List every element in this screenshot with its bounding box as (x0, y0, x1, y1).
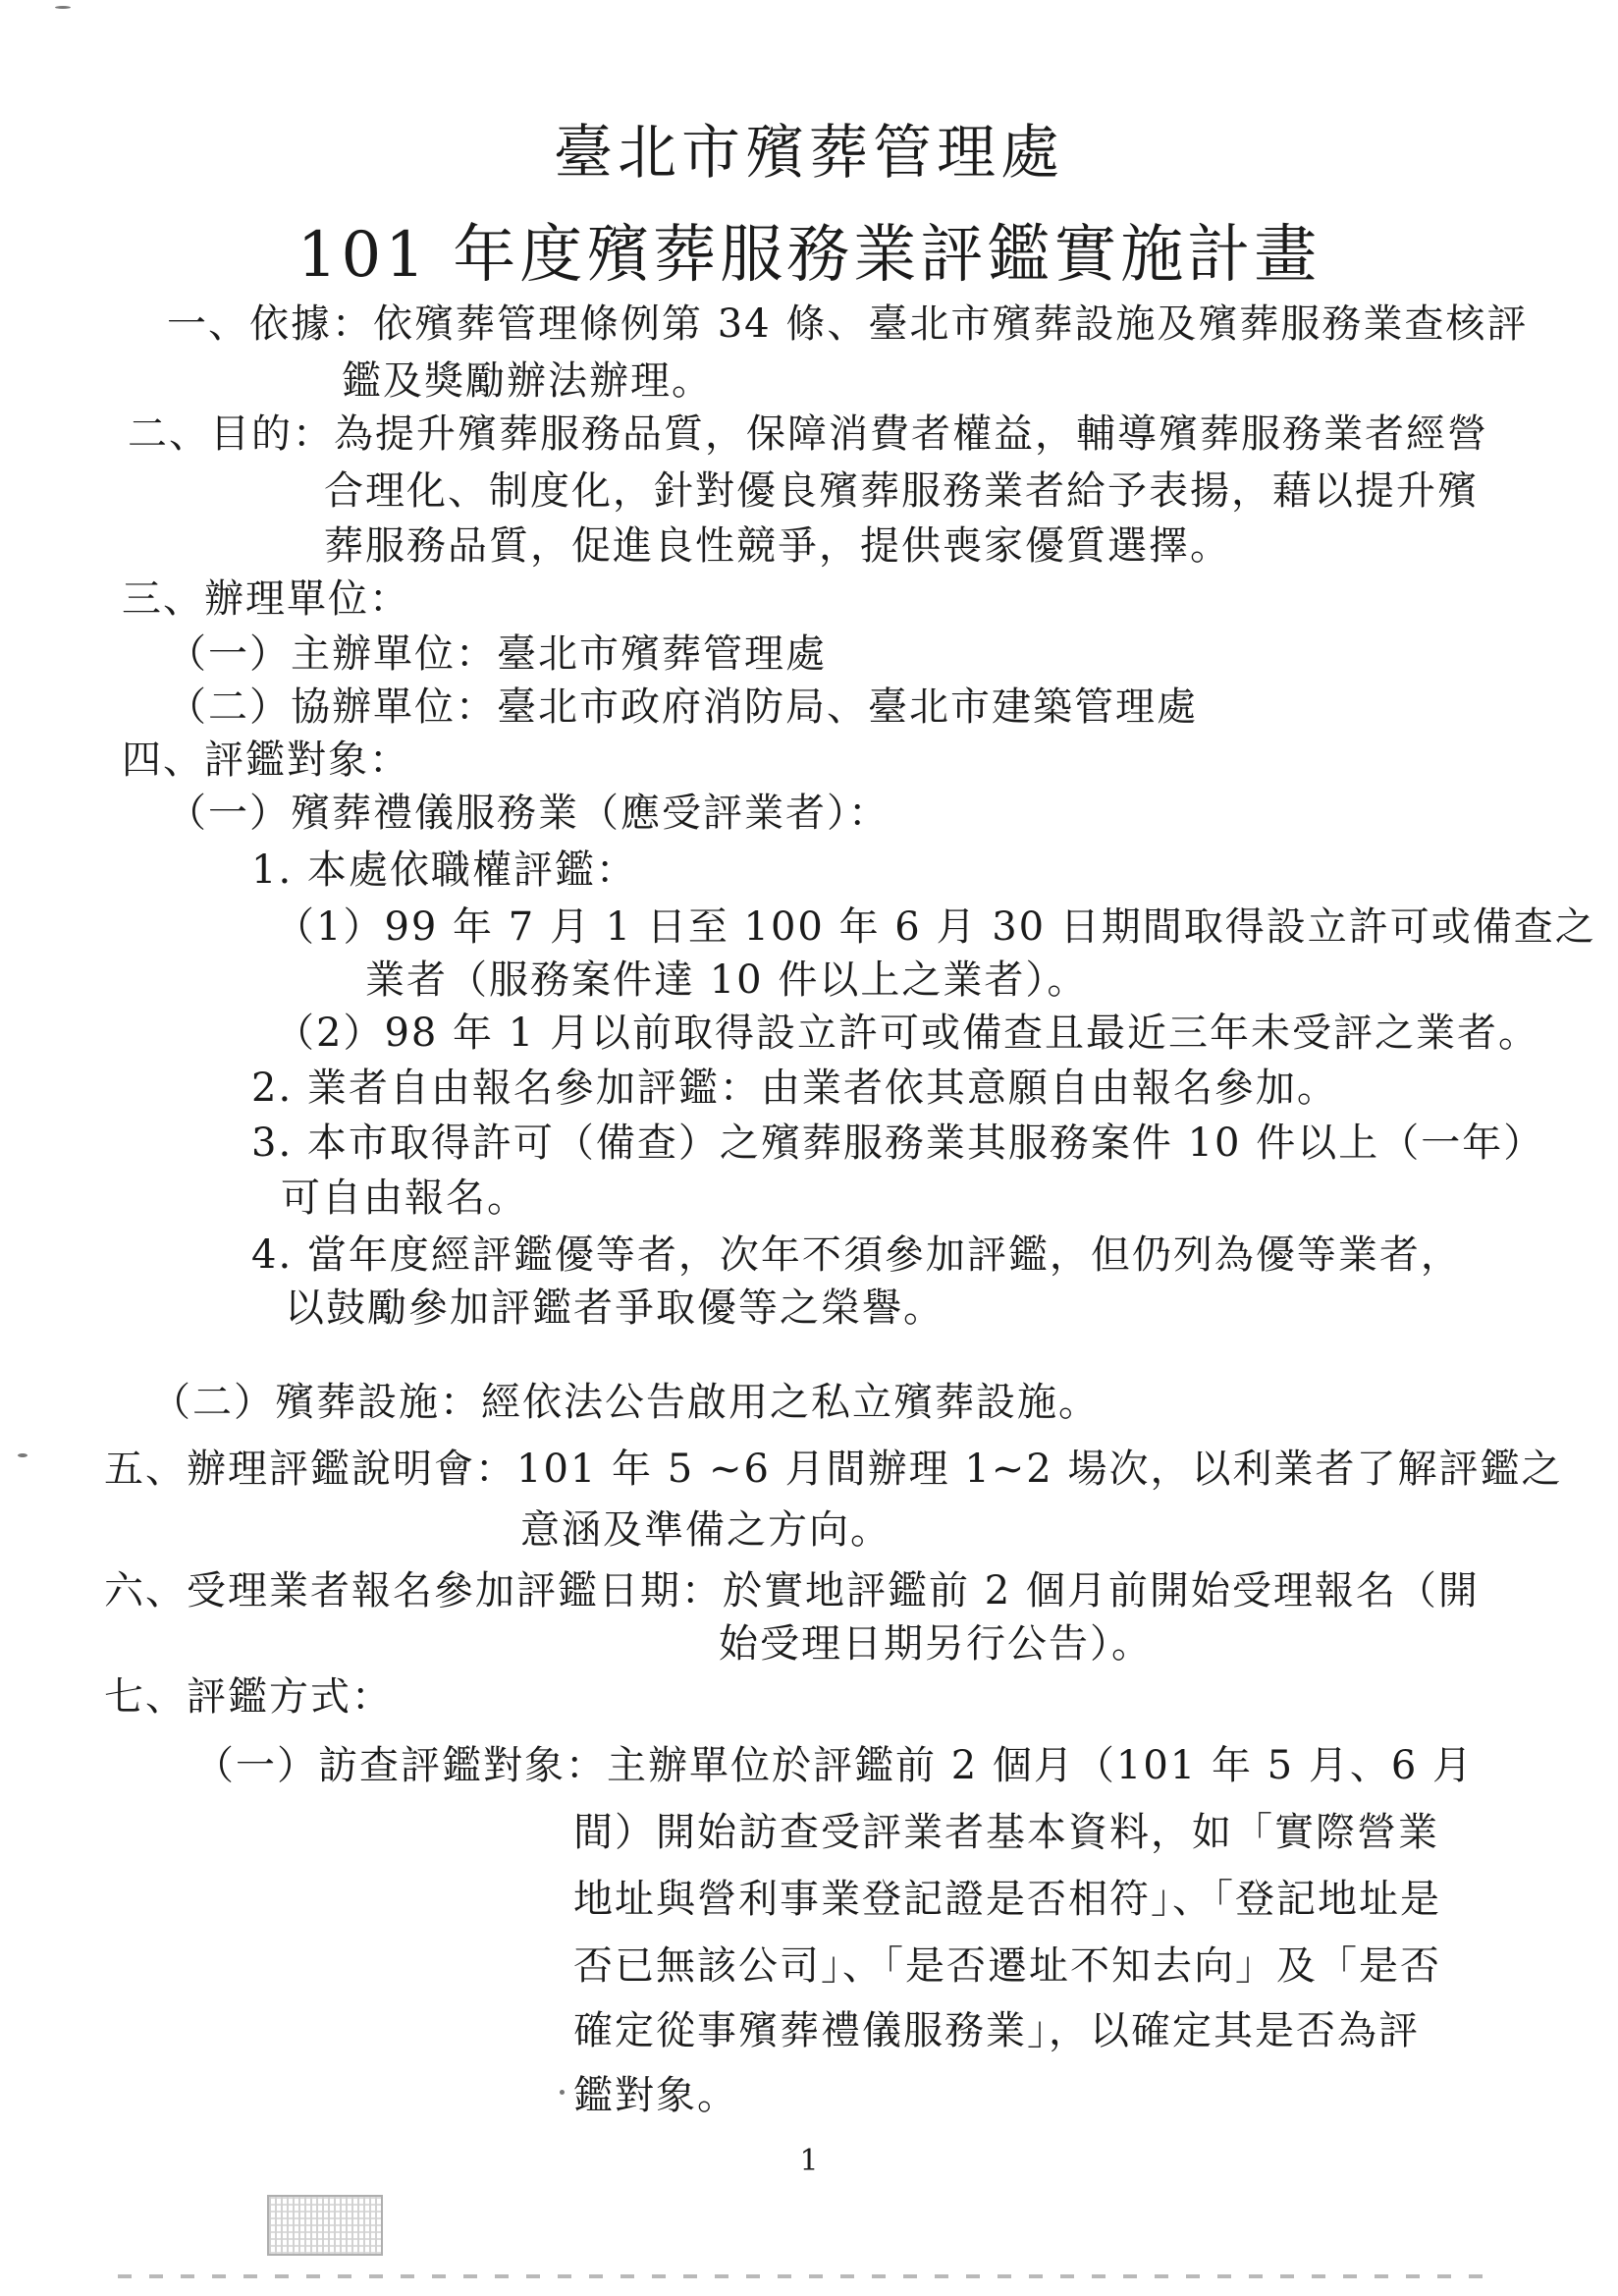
section-4-sub-2: 2. 業者自由報名參加評鑑：由業者依其意願自由報名參加。 (251, 1066, 1338, 1111)
section-4-heading: 四、評鑑對象： (122, 738, 410, 783)
section-1-basis: 一、依據：依殯葬管理條例第 34 條、臺北市殯葬設施及殯葬服務業查核評 (167, 301, 1529, 347)
section-4-sub-1-a: （1）99 年 7 月 1 日至 100 年 6 月 30 日期間取得設立許可或備查之 (275, 904, 1596, 950)
section-4-sub-4: 4. 當年度經評鑑優等者，次年不須參加評鑑，但仍列為優等業者， (251, 1232, 1462, 1278)
section-6-registration-cont: 始受理日期另行公告）。 (719, 1621, 1153, 1667)
section-2-purpose-cont-2: 葬服務品質，促進良性競爭，提供喪家優質選擇。 (324, 523, 1231, 569)
section-4-sub-1-a-cont: 業者（服務案件達 10 件以上之業者）。 (365, 957, 1089, 1003)
section-7-item-1-cont-4: 確定從事殯葬禮儀服務業」，以確定其是否為評 (573, 2008, 1420, 2053)
section-5-briefing-cont: 意涵及準備之方向。 (520, 1507, 891, 1553)
section-7-item-1-cont-1: 間）開始訪查受評業者基本資料，如「實際營業 (573, 1810, 1439, 1855)
section-2-purpose: 二、目的：為提升殯葬服務品質，保障消費者權益，輔導殯葬服務業者經營 (128, 411, 1488, 457)
section-7-item-1-cont-5: 鑑對象。 (573, 2073, 738, 2118)
seal-stamp (267, 2195, 383, 2256)
title-plan: 101 年度殯葬服務業評鑑實施計畫 (297, 219, 1321, 292)
page-number: 1 (799, 2144, 819, 2178)
section-4-sub-1-b: （2）98 年 1 月以前取得設立許可或備查且最近三年未受評之業者。 (275, 1011, 1539, 1056)
section-4-sub-4-cont: 以鼓勵參加評鑑者爭取優等之榮譽。 (285, 1285, 944, 1331)
section-7-heading: 七、評鑑方式： (104, 1674, 393, 1720)
section-2-purpose-cont-1: 合理化、制度化，針對優良殯葬服務業者給予表揚，藉以提升殯 (324, 468, 1479, 514)
scan-speck (18, 1453, 27, 1457)
scan-bottom-edge (118, 2274, 1492, 2278)
section-3-item-2: （二）協辦單位：臺北市政府消防局、臺北市建築管理處 (167, 684, 1198, 730)
title-agency: 臺北市殯葬管理處 (554, 119, 1064, 188)
scan-speck (560, 2090, 565, 2095)
section-4-sub-1: 1. 本處依職權評鑑： (251, 847, 637, 893)
section-6-registration: 六、受理業者報名參加評鑑日期：於實地評鑑前 2 個月前開始受理報名（開 (104, 1568, 1480, 1613)
section-7-item-1-cont-3: 否已無該公司」、「是否遷址不知去向」及「是否 (573, 1943, 1441, 1989)
section-7-item-1: （一）訪查評鑑對象：主辦單位於評鑑前 2 個月（101 年 5 月、6 月 (194, 1743, 1474, 1788)
section-4-sub-3: 3. 本市取得許可（備查）之殯葬服務業其服務案件 10 件以上（一年） (251, 1121, 1545, 1166)
section-4-item-1: （一）殯葬禮儀服務業（應受評業者）： (167, 791, 890, 836)
section-3-heading: 三、辦理單位： (122, 576, 410, 622)
scan-speck (55, 6, 71, 9)
section-7-item-1-cont-2: 地址與營利事業登記證是否相符」、「登記地址是 (573, 1877, 1441, 1922)
section-3-item-1: （一）主辦單位：臺北市殯葬管理處 (167, 631, 827, 677)
section-5-briefing: 五、辦理評鑑說明會：101 年 5 ~6 月間辦理 1~2 場次，以利業者了解評鑑之 (104, 1447, 1563, 1492)
section-4-sub-3-cont: 可自由報名。 (281, 1175, 528, 1221)
section-1-basis-cont: 鑑及獎勵辦法辦理。 (342, 358, 713, 404)
section-4-item-2: （二）殯葬設施：經依法公告啟用之私立殯葬設施。 (151, 1380, 1100, 1425)
